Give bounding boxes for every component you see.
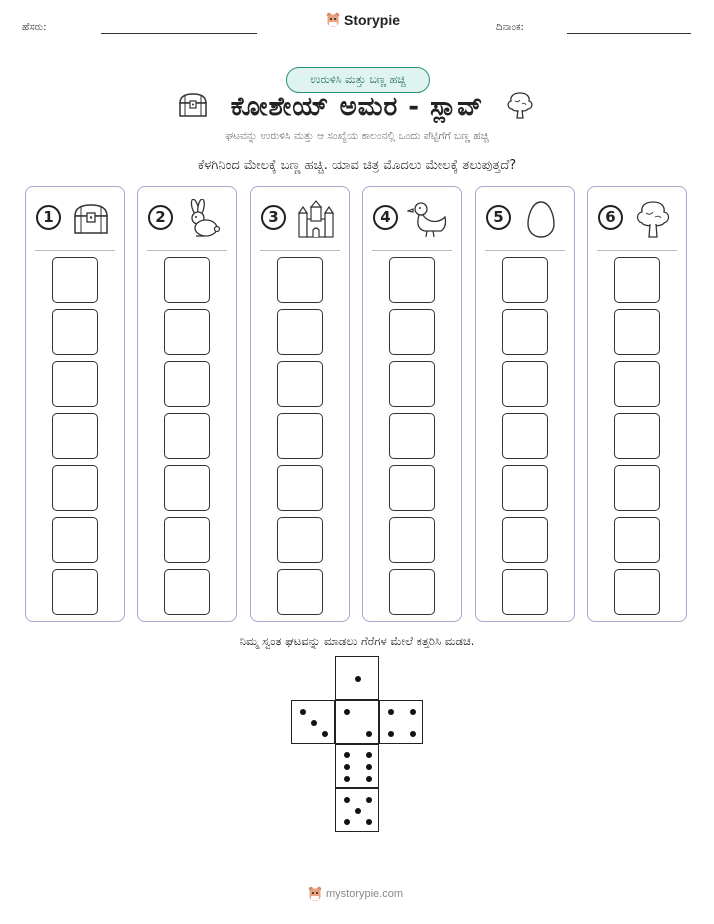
die-pip — [344, 709, 350, 715]
color-box[interactable] — [277, 413, 323, 459]
column-number: 4 — [373, 205, 398, 230]
die-pip — [311, 720, 317, 726]
tree-icon — [632, 199, 674, 239]
color-box[interactable] — [389, 361, 435, 407]
color-box[interactable] — [164, 309, 210, 355]
die-pip — [366, 797, 372, 803]
color-box[interactable] — [164, 517, 210, 563]
column-number: 6 — [598, 205, 623, 230]
die-pip — [366, 776, 372, 782]
column-1 — [25, 186, 125, 622]
die-face-3 — [291, 700, 335, 744]
die-face-1 — [335, 656, 379, 700]
color-box[interactable] — [502, 361, 548, 407]
storypie-mascot-icon — [308, 886, 322, 902]
title-text: ಕೋಶೇಯ್ ಅಮರ - ಸ್ಲಾವ್ — [230, 92, 484, 122]
color-box[interactable] — [277, 309, 323, 355]
castle-icon — [295, 199, 337, 239]
color-box[interactable] — [164, 413, 210, 459]
color-box[interactable] — [502, 257, 548, 303]
color-box[interactable] — [164, 361, 210, 407]
color-box[interactable] — [52, 569, 98, 615]
egg-icon — [520, 199, 562, 239]
date-line[interactable] — [567, 33, 691, 34]
color-box[interactable] — [614, 361, 660, 407]
footer — [308, 886, 403, 902]
column-5 — [475, 186, 575, 622]
color-box[interactable] — [502, 413, 548, 459]
name-label: ಹೆಸರು: — [22, 22, 47, 33]
die-face-5 — [335, 788, 379, 832]
die-pip — [388, 731, 394, 737]
worksheet-title — [0, 92, 714, 123]
die-pip — [344, 752, 350, 758]
color-box[interactable] — [277, 361, 323, 407]
color-box[interactable] — [614, 413, 660, 459]
die-face-4 — [379, 700, 423, 744]
die-pip — [344, 764, 350, 770]
die-pip — [410, 731, 416, 737]
color-box[interactable] — [389, 569, 435, 615]
storypie-mascot-icon — [326, 12, 340, 28]
rabbit-icon — [182, 199, 224, 239]
column-number: 1 — [36, 205, 61, 230]
die-pip — [355, 808, 361, 814]
color-box[interactable] — [277, 517, 323, 563]
color-box[interactable] — [502, 517, 548, 563]
die-pip — [355, 676, 361, 682]
tree-icon — [505, 90, 535, 124]
brand-logo — [326, 12, 400, 28]
column-divider — [597, 250, 677, 251]
question: ಕೆಳಗಿನಿಂದ ಮೇಲಕ್ಕೆ ಬಣ್ಣ ಹಚ್ಚಿ. ಯಾವ ಚಿತ್ರ ಮೊದಲು ಮೇಲಕ್ಕೆ ತಲುಪುತ್ತದೆ? — [197, 158, 517, 173]
column-divider — [485, 250, 565, 251]
column-divider — [260, 250, 340, 251]
name-line[interactable] — [101, 33, 257, 34]
color-box[interactable] — [52, 517, 98, 563]
column-number: 5 — [486, 205, 511, 230]
color-box[interactable] — [614, 465, 660, 511]
column-divider — [372, 250, 452, 251]
color-box[interactable] — [164, 569, 210, 615]
color-box[interactable] — [164, 257, 210, 303]
date-label: ದಿನಾಂಕ: — [496, 22, 524, 33]
color-box[interactable] — [502, 465, 548, 511]
die-pip — [366, 764, 372, 770]
color-box[interactable] — [389, 465, 435, 511]
color-box[interactable] — [614, 517, 660, 563]
die-pip — [344, 819, 350, 825]
column-divider — [147, 250, 227, 251]
die-face-6 — [335, 744, 379, 788]
color-box[interactable] — [389, 413, 435, 459]
color-box[interactable] — [52, 465, 98, 511]
column-6 — [587, 186, 687, 622]
die-pip — [366, 731, 372, 737]
brand-name: Storypie — [344, 12, 401, 28]
subtitle: ಘಟವನ್ನು ಉರುಳಿಸಿ ಮತ್ತು ಆ ಸಂಖ್ಯೆಯ ಕಾಲಂನಲ್ಲಿ ಒಂದು ಪೆಟ್ಟಿಗೆಗೆ ಬಣ್ಣ ಹಚ್ಚಿ — [225, 130, 489, 142]
subject-badge: ಉರುಳಿಸಿ ಮತ್ತು ಬಣ್ಣ ಹಚ್ಚಿ — [286, 67, 430, 93]
column-3 — [250, 186, 350, 622]
color-box[interactable] — [52, 309, 98, 355]
die-pip — [300, 709, 306, 715]
color-box[interactable] — [614, 309, 660, 355]
color-box[interactable] — [52, 257, 98, 303]
color-box[interactable] — [614, 257, 660, 303]
color-box[interactable] — [389, 517, 435, 563]
footer-url[interactable]: mystorypie.com — [326, 888, 404, 900]
column-number: 2 — [148, 205, 173, 230]
color-box[interactable] — [389, 257, 435, 303]
color-box[interactable] — [277, 257, 323, 303]
treasure-chest-icon — [70, 199, 112, 239]
die-pip — [410, 709, 416, 715]
column-2 — [137, 186, 237, 622]
die-pip — [344, 797, 350, 803]
color-box[interactable] — [277, 465, 323, 511]
die-pip — [322, 731, 328, 737]
color-box[interactable] — [164, 465, 210, 511]
die-pip — [344, 776, 350, 782]
color-box[interactable] — [502, 569, 548, 615]
die-pip — [366, 752, 372, 758]
color-box[interactable] — [52, 361, 98, 407]
color-box[interactable] — [389, 309, 435, 355]
color-box[interactable] — [277, 569, 323, 615]
color-box[interactable] — [614, 569, 660, 615]
duck-icon — [407, 199, 449, 239]
column-4 — [362, 186, 462, 622]
column-number: 3 — [261, 205, 286, 230]
color-box[interactable] — [502, 309, 548, 355]
die-pip — [366, 819, 372, 825]
die-face-2 — [335, 700, 379, 744]
color-box[interactable] — [52, 413, 98, 459]
column-divider — [35, 250, 115, 251]
die-pip — [388, 709, 394, 715]
die-instruction: ನಿಮ್ಮ ಸ್ವಂತ ಘಟವನ್ನು ಮಾಡಲು ಗೆರೆಗಳ ಮೇಲೆ ಕತ್ತರಿಸಿ ಮಡಚಿ. — [239, 634, 475, 648]
